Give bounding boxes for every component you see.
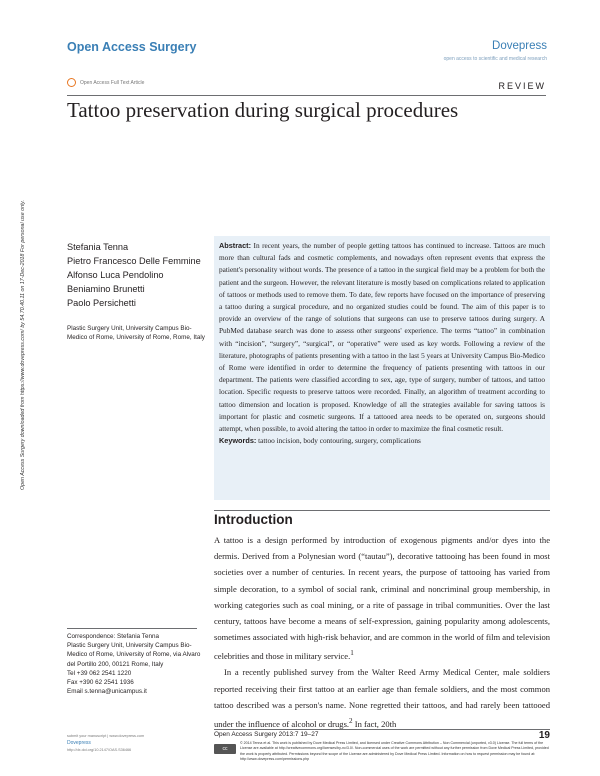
journal-name: Open Access Surgery xyxy=(67,40,197,54)
author: Alfonso Luca Pendolino xyxy=(67,270,164,280)
correspondence-address: Plastic Surgery Unit, University Campus Bio-Medico of Rome, University of Rome, via Alvaro del Portillo 200, 00121 Rome, Italy xyxy=(67,642,201,668)
author-list xyxy=(67,240,207,310)
article-title: Tattoo preservation during surgical procedures xyxy=(67,98,459,122)
correspondence-divider xyxy=(67,628,197,629)
keywords-text: tattoo incision, body contouring, surgery, complications xyxy=(258,436,421,446)
paragraph: In a recently published survey from the Walter Reed Army Medical Center, male soldiers reported receiving their first tattoo at an earlier age than female soldiers, and the most common tattoo described was a person's name. None regretted their tattoos, and had rarely been tattooed under the influence of alcohol or drugs.$^2$ In fact, 20th xyxy=(214,667,550,729)
publisher-tagline: open access to scientific and medical research xyxy=(443,56,547,62)
article-type: REVIEW xyxy=(498,81,546,91)
correspondence-label: Correspondence: Stefania Tenna xyxy=(67,633,159,640)
abstract-label: Abstract: xyxy=(219,241,252,250)
download-note xyxy=(20,160,32,490)
section-heading: Introduction xyxy=(214,512,293,527)
citation-ref[interactable]: 2 xyxy=(349,717,353,726)
footer-journal-ref: Open Access Surgery 2013:7 19–27 xyxy=(214,731,319,738)
correspondence-email[interactable]: Email s.tenna@unicampus.it xyxy=(67,688,147,696)
page-number: 19 xyxy=(538,730,550,741)
cc-license-icon: cc xyxy=(214,744,236,754)
open-access-icon xyxy=(67,78,76,87)
author: Pietro Francesco Delle Femmine xyxy=(67,256,201,266)
paragraph: A tattoo is a design performed by introduction of exogenous pigments and/or dyes into the dermis. Derived from a Polynesian word (“tautau”), decorative tattooing has been found in most societies over a number of centuries. In recent years, the purpose of tattooing has varied from simple decoration, to a symbol of social rank, criminal and noncriminal group membership, in working categories such as coal mining, or a rite of passage in tribal communities. Over the last century, tattoos have become a means of self-expression, gaining popularity among adolescents, sometimes associated with high-risk behavior, and are common in the world of film and television celebrities and those in military service.$^1$ xyxy=(214,535,550,662)
open-access-label: Open Access Full Text Article xyxy=(80,79,145,86)
correspondence-block xyxy=(67,632,207,696)
section-divider xyxy=(214,510,550,511)
author: Paolo Persichetti xyxy=(67,298,136,308)
header-divider xyxy=(67,95,546,96)
correspondence-tel: Tel +39 062 2541 1220 xyxy=(67,669,132,677)
abstract-text: In recent years, the number of people getting tattoos has continued to increase. Tattoos are much more than cultural fads and cosmetic complements, and nowadays often represent events that express the patient's personality without words. The presence of a tattoo in the surgical field may be a problem for both the patient and the surgeon. However, the relevant literature is mostly based on complications related to application of tattoos or methods used to remove them. To date, few reports have focused on the importance of preserving a tattoo during a surgical procedure, and no organized studies could be found. The aim of this paper is to provide an overview of the range of solutions that surgeons can use to preserve tattoos during surgery. A PubMed database search was done to assess other surgeons' experience. The terms “tattoo” in combination with “incision”, “surgery”, “surgical”, or “operative” were used as key words. Following a review of the literature, photographs of patients presenting with a tattoo in the last 5 years at University Campus Bio-Medico of Rome were identified in order to determine the frequency of patients presenting with tattoos in our department. The patients were classified according to sex, age, type of surgery, number of tattoos, and tattoo location. Specific requests to preserve tattoos were recorded. Finally, an algorithm of treatment according to tattoo dimension and location is proposed. Knowledge of all the strategies available for saving tattoos is important for plastic and cosmetic surgeons. If a tattooed area needs to be operated on, surgeons should attempt, when possible, to avoid altering the tattoo in order to maximize the final cosmetic result. xyxy=(219,241,546,434)
download-note-text: Open Access Surgery downloaded from https://www.dovepress.com/ by 54.70.40.11 on 17-Dec-2018 For personal use only. xyxy=(20,200,26,490)
abstract-box xyxy=(214,236,550,500)
publisher-logo: Dovepress xyxy=(492,40,547,52)
footer-divider xyxy=(214,729,550,730)
keywords-label: Keywords: xyxy=(219,436,257,446)
doi-link[interactable]: http://dx.doi.org/10.2147/OAS.S36466 xyxy=(67,748,132,752)
correspondence-fax: Fax +390 62 2541 1936 xyxy=(67,679,134,687)
body-text xyxy=(214,532,550,732)
license-text: © 2014 Tenna et al. This work is published by Dove Medical Press Limited, and licensed under Creative Commons Attribution – Non Commercial (unported, v3.0) License. The full terms of the License are available at http://creativecommons.org/licenses/by-nc/3.0/. Non-commercial uses of the work are permitted without any further permission from Dove Medical Press Limited, provided the work is properly attributed. Permissions beyond the scope of the License are administered by Dove Medical Press Limited. Information on how to request permission may be found at: http://www.dovepress.com/permissions.php xyxy=(240,741,549,761)
open-access-mark xyxy=(67,78,144,87)
submit-link[interactable]: submit your manuscript | www.dovepress.com xyxy=(67,734,145,738)
footer-left xyxy=(67,733,207,754)
citation-ref[interactable]: 1 xyxy=(350,649,354,658)
author: Stefania Tenna xyxy=(67,242,129,252)
affiliation: Plastic Surgery Unit, University Campus Bio-Medico of Rome, University of Rome, Rome, Italy xyxy=(67,325,205,342)
author: Beniamino Brunetti xyxy=(67,284,145,294)
footer-publisher: Dovepress xyxy=(67,740,91,746)
